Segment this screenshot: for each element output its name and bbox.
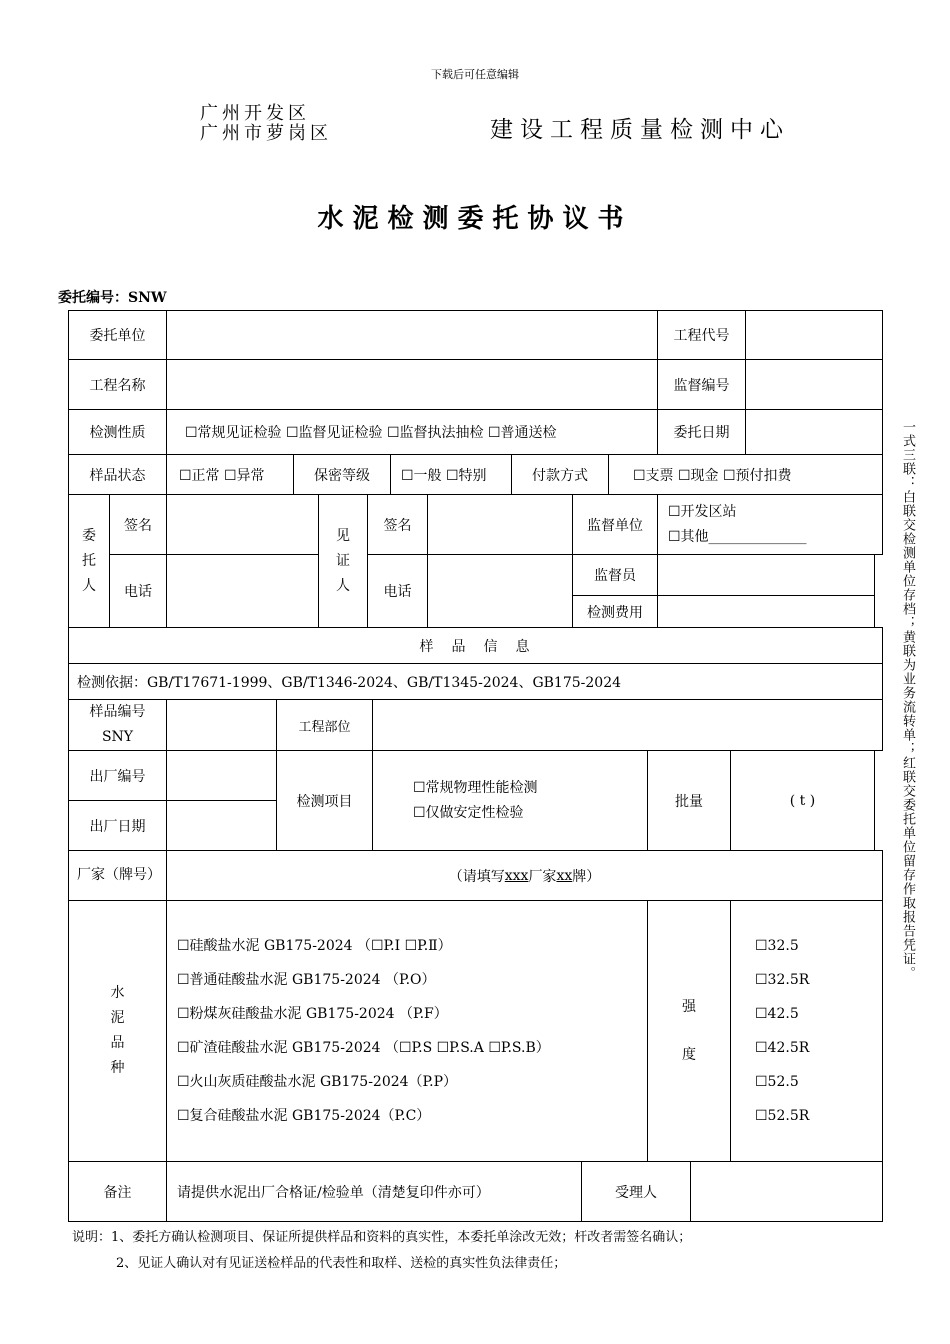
sample-no-field[interactable] [166, 699, 277, 751]
batch-label: 批量 [647, 750, 731, 851]
client-person-char-2: 托 [82, 552, 96, 569]
supervision-unit-option-dev-zone[interactable]: ☐开发区站 [668, 503, 737, 520]
test-nature-options[interactable]: ☐常规见证检验 ☐监督见证检验 ☐监督执法抽检 ☐普通送检 [166, 409, 658, 455]
witness-char-1: 见 [336, 527, 350, 544]
client-sign-label: 签名 [109, 494, 167, 555]
strength-option-52-5r[interactable]: ☐52.5R [755, 1108, 810, 1124]
strength-char-1: 强 [682, 999, 696, 1015]
cement-type-option-3[interactable]: ☐粉煤灰硅酸盐水泥 GB175-2024 （P.F） [177, 1006, 448, 1022]
manufacturer-hint-xx: xx [556, 867, 573, 884]
witness-label [318, 494, 368, 628]
strength-label [647, 900, 731, 1162]
payment-label: 付款方式 [511, 454, 609, 495]
supervision-no-label: 监督编号 [657, 359, 746, 410]
cement-type-char-4: 种 [110, 1060, 125, 1076]
sample-state-label: 样品状态 [68, 454, 167, 495]
receiver-label: 受理人 [581, 1161, 691, 1222]
sample-no-label-text: 样品编号 [89, 704, 146, 720]
sample-no-label [68, 699, 167, 751]
org-name-line2: 广州市萝岗区 [200, 123, 332, 144]
sample-no-prefix: SNY [101, 729, 134, 745]
witness-phone-field[interactable] [427, 554, 573, 628]
manufacturer-hint-mid: 厂家 [528, 868, 557, 885]
witness-char-3: 人 [336, 577, 350, 594]
entrust-date-label: 委托日期 [657, 409, 746, 455]
client-unit-field[interactable] [166, 310, 658, 360]
manufacturer-hint-post: 牌） [572, 868, 601, 885]
client-person-char-1: 委 [82, 527, 96, 544]
org-name-line1: 广州开发区 [200, 103, 310, 124]
cement-type-option-6[interactable]: ☐复合硅酸盐水泥 GB175-2024（P.C） [177, 1108, 431, 1124]
witness-phone-label: 电话 [367, 554, 428, 628]
secrecy-label: 保密等级 [293, 454, 391, 495]
sample-state-options[interactable]: ☐正常 ☐异常 [166, 454, 294, 495]
client-person-char-3: 人 [82, 577, 96, 594]
test-item-label: 检测项目 [276, 750, 373, 851]
remarks-label: 备注 [68, 1161, 167, 1222]
client-sign-field[interactable] [166, 494, 319, 555]
supervision-no-field[interactable] [745, 359, 883, 410]
factory-no-label: 出厂编号 [68, 750, 167, 801]
strength-option-52-5[interactable]: ☐52.5 [755, 1074, 799, 1090]
test-basis: 检测依据：GB/T17671-1999、GB/T1346-2024、GB/T1345-2024、GB175-2024 [68, 663, 883, 700]
manufacturer-hint-xxx: xxx [504, 867, 529, 884]
secrecy-options[interactable]: ☐一般 ☐特别 [390, 454, 512, 495]
client-phone-field[interactable] [166, 554, 319, 628]
strength-option-42-5[interactable]: ☐42.5 [755, 1006, 799, 1022]
client-unit-label: 委托单位 [68, 310, 167, 360]
project-part-field[interactable] [372, 699, 883, 751]
factory-no-field[interactable] [166, 750, 277, 801]
download-note: 下载后可任意编辑 [431, 68, 519, 81]
supervision-unit-options[interactable] [657, 494, 883, 555]
supervisor-label: 监督员 [572, 554, 658, 596]
center-name: 建设工程质量检测中心 [490, 117, 790, 143]
test-nature-label: 检测性质 [68, 409, 167, 455]
witness-sign-label: 签名 [367, 494, 428, 555]
strength-option-32-5r[interactable]: ☐32.5R [755, 972, 810, 988]
project-name-label: 工程名称 [68, 359, 167, 410]
witness-char-2: 证 [336, 552, 350, 569]
cement-type-option-2[interactable]: ☐普通硅酸盐水泥 GB175-2024 （P.O） [177, 972, 436, 988]
strength-options[interactable] [730, 900, 883, 1162]
project-name-field[interactable] [166, 359, 658, 410]
factory-date-field[interactable] [166, 800, 277, 851]
test-fee-field[interactable] [657, 595, 875, 628]
footer-note-1: 说明：1、委托方确认检测项目、保证所提供样品和资料的真实性，本委托单涂改无效；杆改者需签名确认； [72, 1230, 692, 1245]
factory-date-label: 出厂日期 [68, 800, 167, 851]
test-item-option-soundness[interactable]: ☐仅做安定性检验 [413, 804, 524, 821]
cement-type-options[interactable] [166, 900, 648, 1162]
remarks-text: 请提供水泥出厂合格证/检验单（清楚复印件亦可） [166, 1161, 582, 1222]
project-code-label: 工程代号 [657, 310, 746, 360]
payment-options[interactable]: ☐支票 ☐现金 ☐预付扣费 [608, 454, 883, 495]
supervision-unit-label: 监督单位 [572, 494, 658, 555]
client-phone-label: 电话 [109, 554, 167, 628]
strength-option-32-5[interactable]: ☐32.5 [755, 938, 799, 954]
test-fee-label: 检测费用 [572, 595, 658, 628]
cement-type-char-3: 品 [110, 1035, 125, 1051]
cement-type-option-4[interactable]: ☐矿渣硅酸盐水泥 GB175-2024 （☐P.S ☐P.S.A ☐P.S.B） [177, 1040, 550, 1056]
cement-type-char-2: 泥 [110, 1010, 125, 1026]
strength-option-42-5r[interactable]: ☐42.5R [755, 1040, 810, 1056]
document-title: 水泥检测委托协议书 [317, 204, 633, 234]
test-item-option-physical[interactable]: ☐常规物理性能检测 [413, 779, 538, 796]
cement-type-label [68, 900, 167, 1162]
batch-unit[interactable]: ( t ) [730, 750, 875, 851]
manufacturer-label: 厂家（牌号） [68, 850, 167, 901]
receiver-field[interactable] [690, 1161, 883, 1222]
manufacturer-field[interactable] [166, 850, 883, 901]
entrust-number: 委托编号：SNW [58, 290, 167, 306]
supervisor-field[interactable] [657, 554, 875, 596]
entrust-date-field[interactable] [745, 409, 883, 455]
copies-side-note: 一式三联：白联交检测单位存档；黄联为业务流转单；红联交委托单位留存作取报告凭证。 [900, 420, 915, 980]
client-person-label [68, 494, 110, 628]
project-part-label: 工程部位 [276, 699, 373, 751]
sample-info-title: 样 品 信 息 [68, 627, 883, 664]
footer-note-2: 2、见证人确认对有见证送检样品的代表性和取样、送检的真实性负法律责任； [116, 1256, 567, 1271]
cement-type-char-1: 水 [110, 985, 125, 1001]
supervision-unit-option-other[interactable]: ☐其他______________ [668, 528, 807, 545]
witness-sign-field[interactable] [427, 494, 573, 555]
project-code-field[interactable] [745, 310, 883, 360]
test-item-options[interactable] [372, 750, 648, 851]
manufacturer-hint-pre: （请填写 [448, 868, 505, 885]
cement-type-option-5[interactable]: ☐火山灰质硅酸盐水泥 GB175-2024（P.P） [177, 1074, 458, 1090]
strength-char-2: 度 [682, 1047, 696, 1063]
cement-type-option-1[interactable]: ☐硅酸盐水泥 GB175-2024 （☐P.Ⅰ ☐P.Ⅱ） [177, 938, 452, 954]
